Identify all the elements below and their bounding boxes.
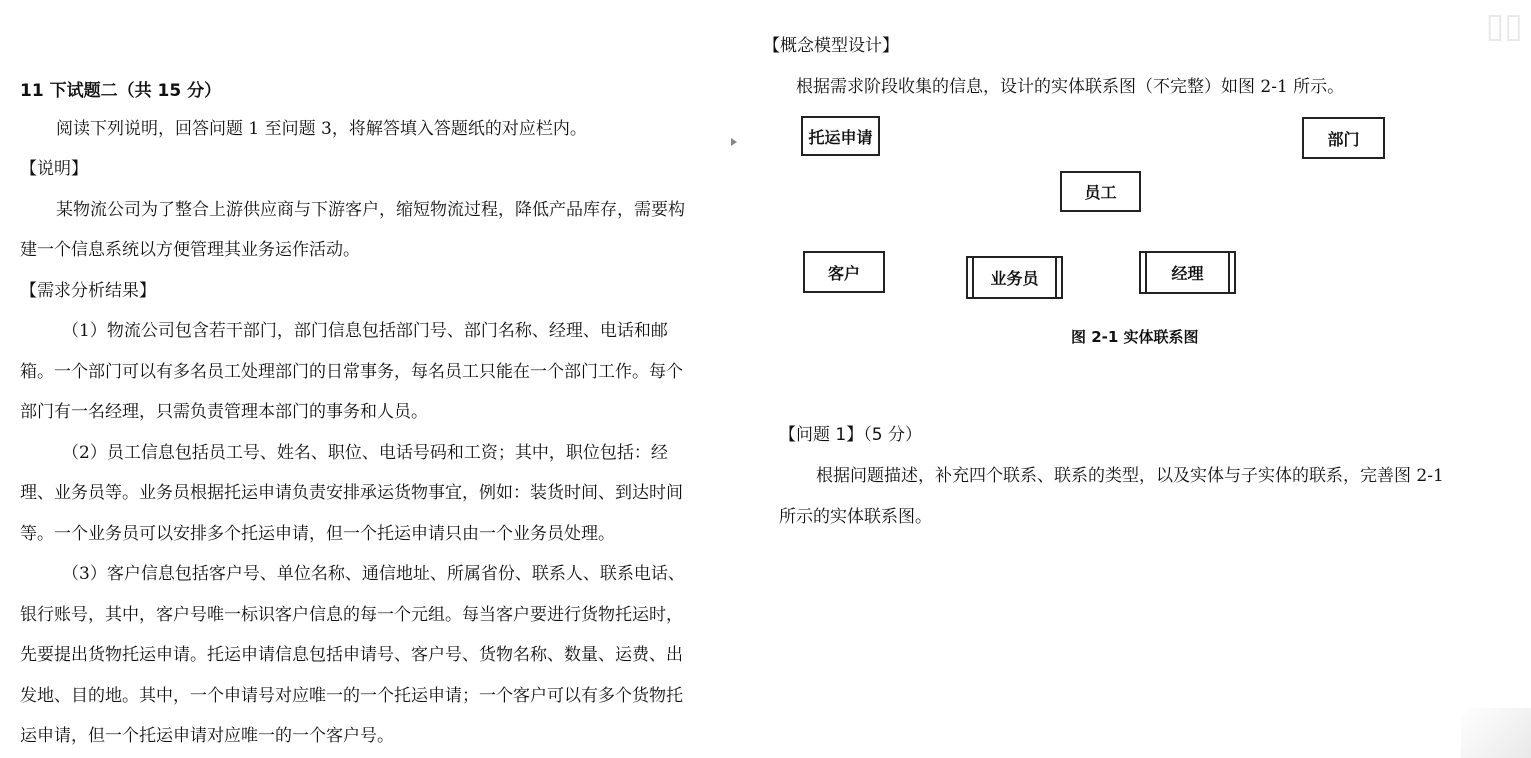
req2-line-2: 理、业务员等。业务员根据托运申请负责安排承运货物事宜，例如：装货时间、到达时间 [20,483,683,503]
question1-line-2: 所示的实体联系图。 [779,507,932,527]
req2-line-1: （2）员工信息包括员工号、姓名、职位、电话号码和工资；其中，职位包括：经 [62,443,668,463]
entity-employee: 员工 [1060,171,1141,212]
subentity-manager: 经理 [1139,251,1236,294]
description-line-2: 建一个信息系统以方便管理其业务运作活动。 [20,240,360,260]
concept-text: 根据需求阶段收集的信息，设计的实体联系图（不完整）如图 2-1 所示。 [796,77,1345,97]
section-heading-requirements: 【需求分析结果】 [20,281,156,301]
req1-line-1: （1）物流公司包含若干部门，部门信息包括部门号、部门名称、经理、电话和邮 [62,321,668,341]
section-heading-description: 【说明】 [20,159,88,179]
entity-department: 部门 [1302,117,1385,159]
figure-caption: 图 2-1 实体联系图 [1071,328,1199,346]
corner-shade [1461,708,1531,758]
section-heading-concept: 【概念模型设计】 [763,36,899,56]
req3-line-5: 运申请，但一个托运申请对应唯一的一个客户号。 [20,726,394,746]
subentity-salesperson: 业务员 [966,256,1063,299]
watermark-logo-icon: ▯▯ [1485,6,1523,46]
req3-line-1: （3）客户信息包括客户号、单位名称、通信地址、所属省份、联系人、联系电话、 [62,564,685,584]
question1-heading: 【问题 1】（5 分） [779,425,922,445]
req1-line-2: 箱。一个部门可以有多名员工处理部门的日常事务，每名员工只能在一个部门工作。每个 [20,362,683,382]
req3-line-2: 银行账号，其中，客户号唯一标识客户信息的每一个元组。每当客户要进行货物托运时， [20,605,683,625]
exam-question-title: 11 下试题二（共 15 分） [20,81,222,101]
req3-line-4: 发地、目的地。其中，一个申请号对应唯一的一个托运申请；一个客户可以有多个货物托 [20,686,683,706]
entity-shipment-request: 托运申请 [801,116,880,156]
question1-line-1: 根据问题描述，补充四个联系、联系的类型，以及实体与子实体的联系，完善图 2-1 [816,466,1444,486]
mouse-cursor-icon [731,138,737,146]
req1-line-3: 部门有一名经理，只需负责管理本部门的事务和人员。 [20,402,428,422]
entity-customer: 客户 [803,251,885,293]
req2-line-3: 等。一个业务员可以安排多个托运申请，但一个托运申请只由一个业务员处理。 [20,524,615,544]
req3-line-3: 先要提出货物托运申请。托运申请信息包括申请号、客户号、货物名称、数量、运费、出 [20,645,683,665]
description-line-1: 某物流公司为了整合上游供应商与下游客户，缩短物流过程，降低产品库存，需要构 [56,200,685,220]
intro-text: 阅读下列说明，回答问题 1 至问题 3，将解答填入答题纸的对应栏内。 [56,119,587,139]
